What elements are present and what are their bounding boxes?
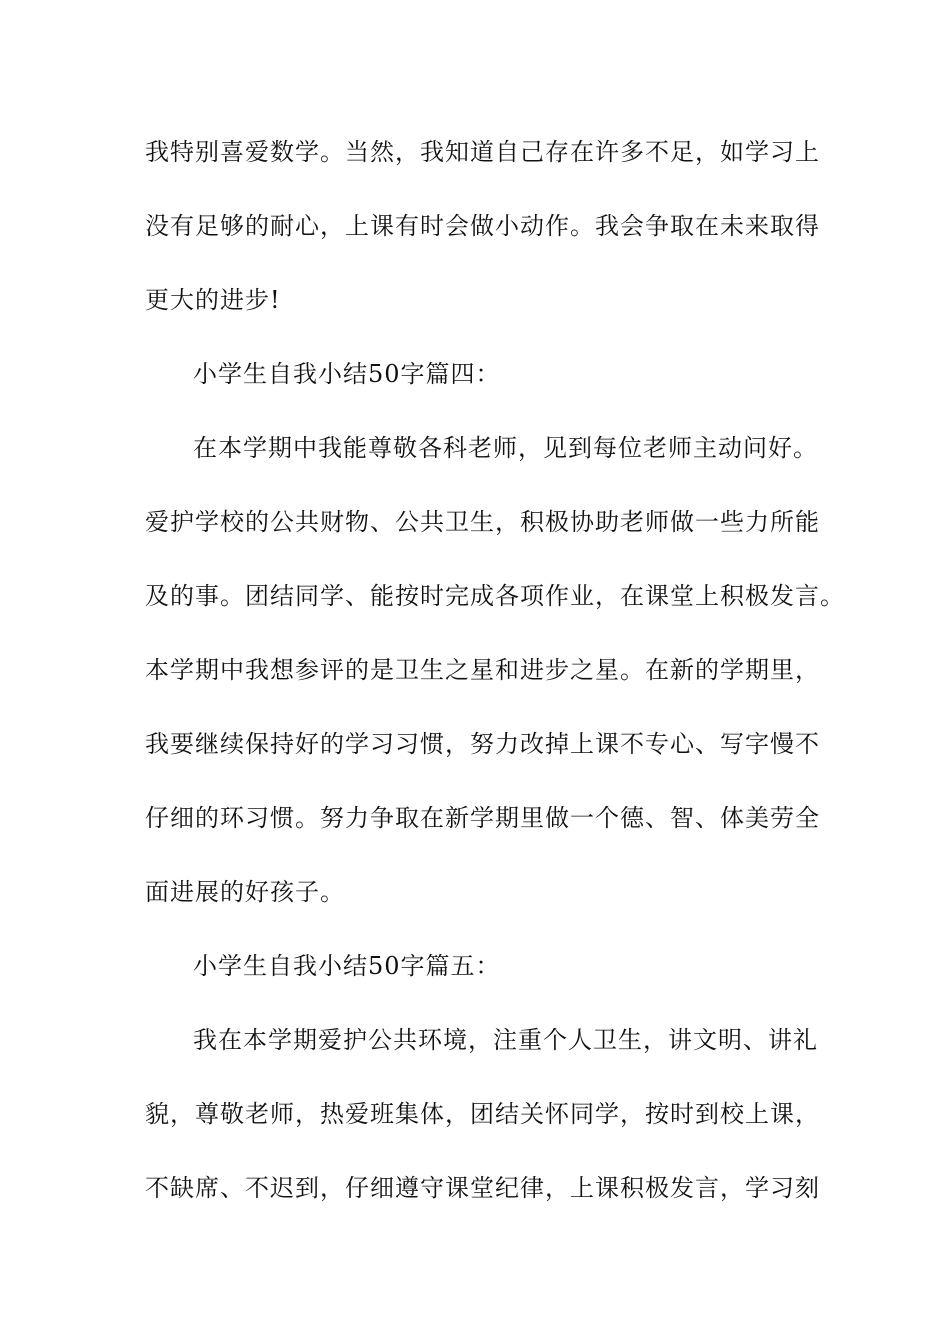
text-line: 在本学期中我能尊敬各科老师，见到每位老师主动问好。: [193, 434, 818, 462]
text-line: 爱护学校的公共财物、公共卫生，积极协助老师做一些力所能: [145, 508, 820, 536]
section-heading: 小学生自我小结50字篇四：: [193, 360, 501, 388]
text-line: 仔细的环习惯。努力争取在新学期里做一个德、智、体美劳全: [145, 804, 820, 832]
text-line: 不缺席、不迟到，仔细遵守课堂纪律，上课积极发言，学习刻: [145, 1174, 820, 1202]
text-line: 面进展的好孩子。: [145, 878, 345, 906]
text-line: 及的事。团结同学、能按时完成各项作业，在课堂上积极发言。: [145, 582, 845, 610]
text-line: 没有足够的耐心，上课有时会做小动作。我会争取在未来取得: [145, 212, 820, 240]
text-line: 我特别喜爱数学。当然，我知道自己存在许多不足，如学习上: [145, 138, 820, 166]
text-line: 貌，尊敬老师，热爱班集体，团结关怀同学，按时到校上课，: [145, 1100, 820, 1128]
text-line: 更大的进步!: [145, 286, 281, 314]
text-line: 本学期中我想参评的是卫生之星和进步之星。在新的学期里，: [145, 656, 820, 684]
text-line: 我在本学期爱护公共环境，注重个人卫生，讲文明、讲礼: [193, 1026, 818, 1054]
section-heading: 小学生自我小结50字篇五：: [193, 952, 501, 980]
text-line: 我要继续保持好的学习习惯，努力改掉上课不专心、写字慢不: [145, 730, 820, 758]
